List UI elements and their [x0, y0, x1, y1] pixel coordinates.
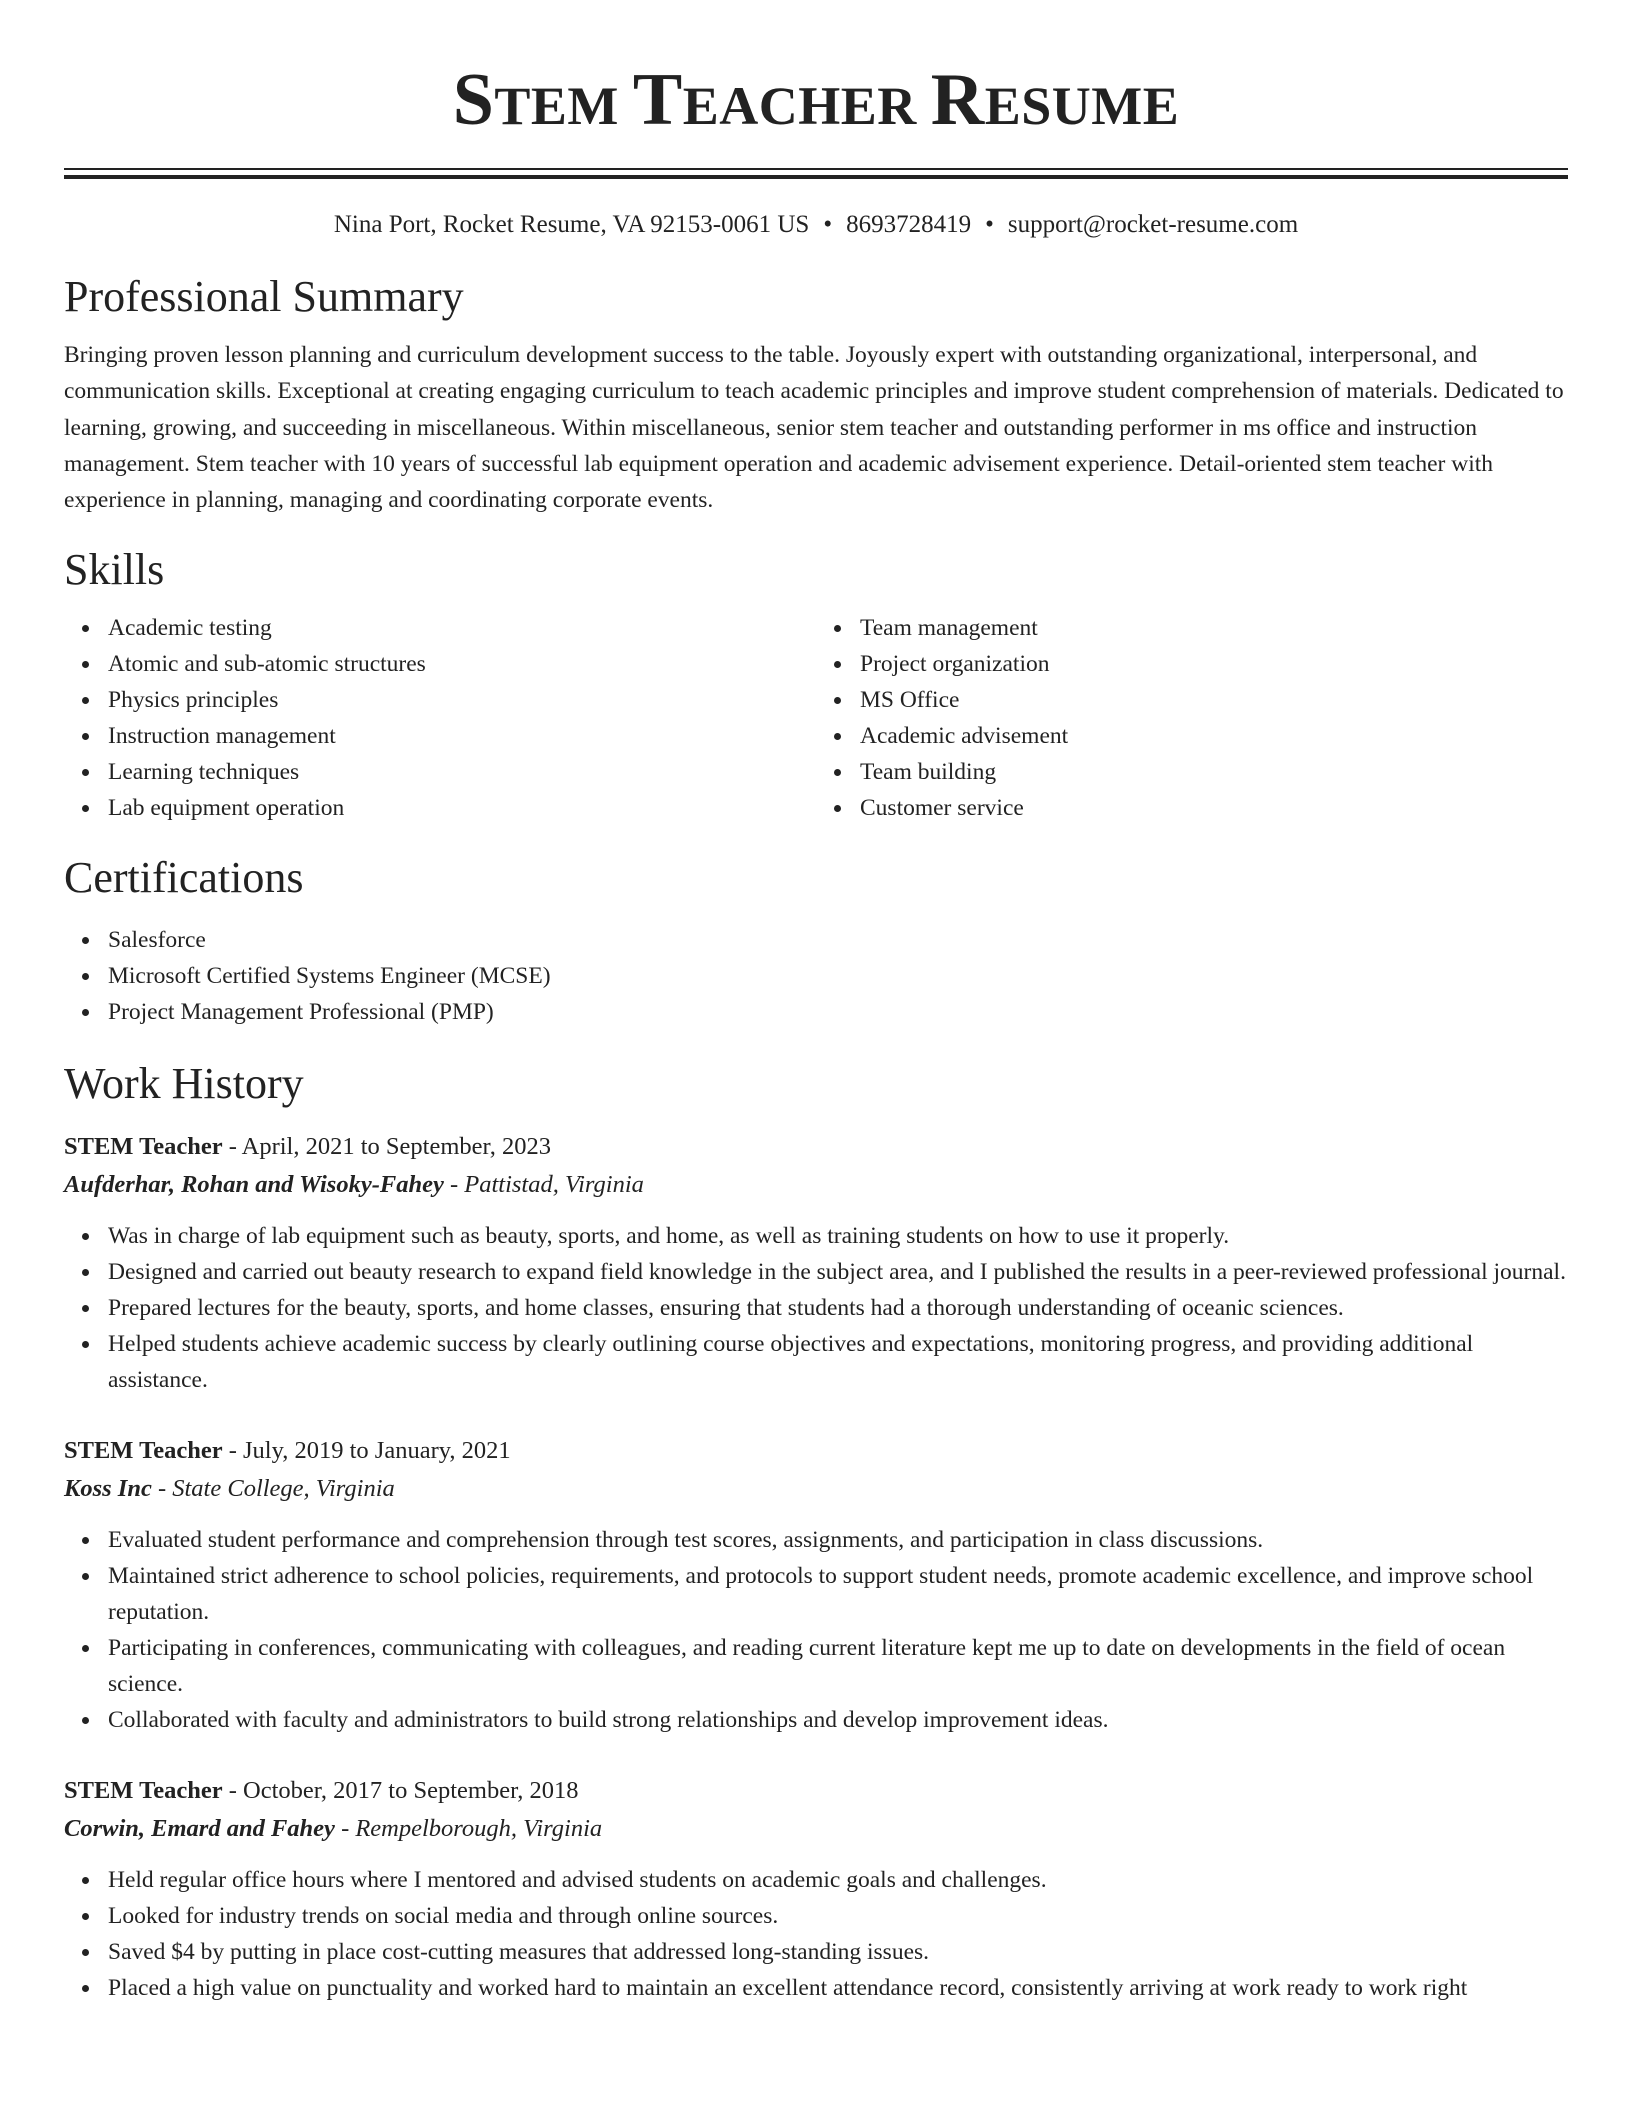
- skills-list-left: [64, 610, 816, 826]
- job-duty: Participating in conferences, communicating with colleagues, and reading current literature kept me up to date on developments in the field of ocean science.: [108, 1630, 1568, 1702]
- job-duty: Placed a high value on punctuality and worked hard to maintain an excellent attendance record, consistently arriving at work ready to work right: [108, 1970, 1568, 2006]
- job-location: - State College, Virginia: [151, 1475, 395, 1503]
- job-company: Corwin, Emard and Fahey: [64, 1815, 335, 1843]
- contact-email: support@rocket-resume.com: [1007, 211, 1299, 238]
- certification-item: Salesforce: [108, 922, 1568, 958]
- job-company: Aufderhar, Rohan and Wisoky-Fahey: [64, 1171, 444, 1199]
- job-duty: Saved $4 by putting in place cost-cutting measures that addressed long-standing issues.: [108, 1934, 1568, 1970]
- job-company-line: [64, 1470, 1568, 1508]
- skills-list-right: [816, 610, 1568, 826]
- contact-line: [64, 209, 1568, 241]
- skills-heading: Skills: [64, 545, 165, 595]
- skill-item: Customer service: [860, 790, 1568, 826]
- skill-item: Academic advisement: [860, 718, 1568, 754]
- title-initial-r: R: [930, 59, 985, 141]
- skill-item: Physics principles: [108, 682, 816, 718]
- work-history-heading: Work History: [64, 1059, 304, 1109]
- job-duty: Evaluated student performance and comprehension through test scores, assignments, and participation in class discussions.: [108, 1522, 1568, 1558]
- title-part-tem: TEM: [494, 76, 633, 136]
- job-title-line: [64, 1772, 1568, 1810]
- certifications-list: [64, 922, 1568, 1030]
- job-duties-list: [64, 1522, 1568, 1738]
- job-company-line: [64, 1810, 1568, 1848]
- job-company-line: [64, 1166, 1568, 1204]
- resume-title: [64, 58, 1568, 148]
- job-duty: Collaborated with faculty and administrators to build strong relationships and develop improvement ideas.: [108, 1702, 1568, 1738]
- skill-item: Learning techniques: [108, 754, 816, 790]
- skill-item: Atomic and sub-atomic structures: [108, 646, 816, 682]
- job-duty: Was in charge of lab equipment such as beauty, sports, and home, as well as training students on how to use it properly.: [108, 1218, 1568, 1254]
- title-part-esume: ESUME: [984, 76, 1180, 136]
- job-title-line: [64, 1128, 1568, 1166]
- job-title: STEM Teacher: [64, 1437, 223, 1465]
- job-entry: [64, 1772, 1568, 2006]
- job-duty: Held regular office hours where I mentored and advised students on academic goals and challenges.: [108, 1862, 1568, 1898]
- job-location: - Pattistad, Virginia: [443, 1171, 644, 1199]
- job-location: - Rempelborough, Virginia: [334, 1815, 603, 1843]
- summary-heading: Professional Summary: [64, 272, 464, 321]
- job-title: STEM Teacher: [64, 1133, 223, 1161]
- job-duty: Helped students achieve academic success by clearly outlining course objectives and expectations, monitoring progress, and providing additional assistance.: [108, 1326, 1568, 1398]
- job-duties-list: [64, 1862, 1568, 2006]
- contact-address: Nina Port, Rocket Resume, VA 92153-0061 US: [333, 211, 810, 238]
- certifications-heading: Certifications: [64, 853, 304, 903]
- skill-item: Academic testing: [108, 610, 816, 646]
- summary-text: Bringing proven lesson planning and curriculum development success to the table. Joyously expert with outstanding organizational, interpersonal, and communication skills. Exceptional at creating engaging curriculum to teach academic principles and improve student comprehension of materials. Dedicated to learning, growing, and succeeding in miscellaneous. Within miscellaneous, senior stem teacher and outstanding performer in ms office and instruction management. Stem teacher with 10 years of successful lab equipment operation and academic advisement experience. Detail-oriented stem teacher with experience in planning, managing and coordinating corporate events.: [64, 342, 1564, 514]
- skill-item: MS Office: [860, 682, 1568, 718]
- skills-columns: [64, 610, 1568, 826]
- skill-item: Team management: [860, 610, 1568, 646]
- job-dates: - October, 2017 to September, 2018: [222, 1777, 579, 1805]
- job-duties-list: [64, 1218, 1568, 1398]
- job-duty: Looked for industry trends on social media and through online sources.: [108, 1898, 1568, 1934]
- job-duty: Designed and carried out beauty research to expand field knowledge in the subject area, and I published the results in a peer-reviewed professional journal.: [108, 1254, 1568, 1290]
- skill-item: Instruction management: [108, 718, 816, 754]
- job-dates: - April, 2021 to September, 2023: [222, 1133, 551, 1161]
- job-title-line: [64, 1432, 1568, 1470]
- title-initial-s: S: [452, 59, 495, 141]
- skill-item: Project organization: [860, 646, 1568, 682]
- skill-item: Lab equipment operation: [108, 790, 816, 826]
- skill-item: Team building: [860, 754, 1568, 790]
- contact-separator: •: [823, 211, 833, 238]
- job-company: Koss Inc: [64, 1475, 152, 1503]
- certification-item: Microsoft Certified Systems Engineer (MCSE): [108, 958, 1568, 994]
- contact-separator: •: [985, 211, 994, 238]
- title-part-eacher: EACHER: [682, 76, 931, 136]
- job-entry: [64, 1432, 1568, 1738]
- title-initial-t: T: [632, 59, 683, 141]
- certification-item: Project Management Professional (PMP): [108, 994, 1568, 1030]
- job-duty: Prepared lectures for the beauty, sports, and home classes, ensuring that students had a thorough understanding of oceanic sciences.: [108, 1290, 1568, 1326]
- title-divider: [64, 168, 1568, 179]
- job-entry: [64, 1128, 1568, 1398]
- job-duty: Maintained strict adherence to school policies, requirements, and protocols to support student needs, promote academic excellence, and improve school reputation.: [108, 1558, 1568, 1630]
- job-title: STEM Teacher: [64, 1777, 223, 1805]
- contact-phone: 8693728419: [846, 211, 972, 238]
- job-dates: - July, 2019 to January, 2021: [222, 1437, 511, 1465]
